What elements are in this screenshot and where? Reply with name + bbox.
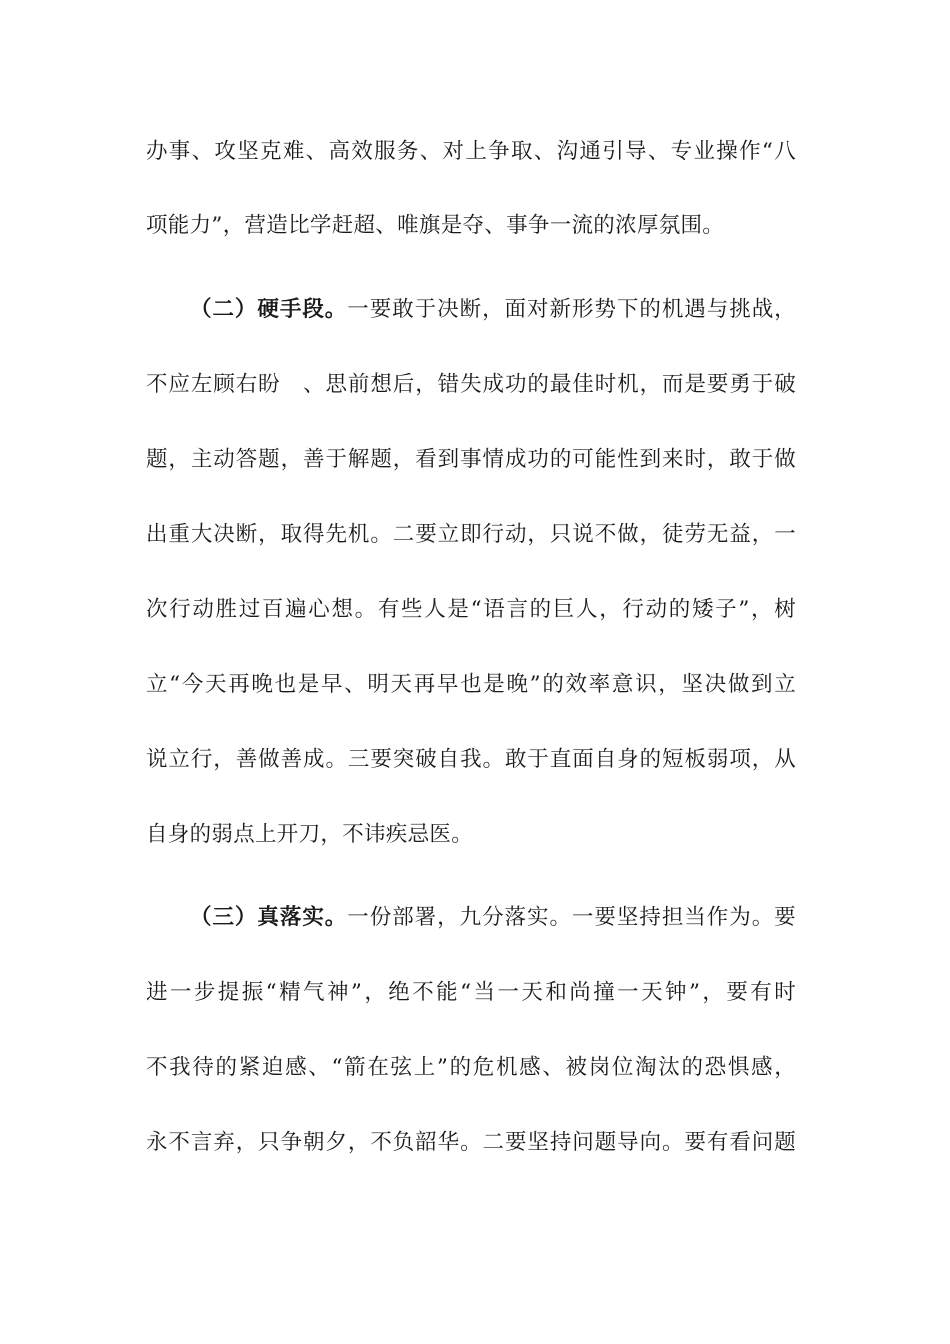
line-text: 进一步提振“精气神”，绝不能“当一天和尚撞一天钟”，要有时	[146, 980, 796, 1005]
section-heading-line	[190, 900, 796, 936]
line-text: 不应左顾右盼 、思前想后，错失成功的最佳时机，而是要勇于破	[146, 372, 796, 397]
paragraph-line	[146, 367, 796, 403]
paragraph-line	[146, 442, 796, 478]
paragraph-line	[146, 975, 796, 1011]
paragraph-line	[146, 1050, 796, 1086]
line-text: 一要敢于决断，面对新形势下的机遇与挑战，	[347, 297, 796, 322]
paragraph-line	[146, 667, 796, 703]
line-text: 立“今天再晚也是早、明天再早也是晚”的效率意识，坚决做到立	[146, 672, 796, 697]
line-text: 不我待的紧迫感、“箭在弦上”的危机感、被岗位淘汰的恐惧感，	[146, 1055, 796, 1080]
line-text: 项能力”，营造比学赶超、唯旗是夺、事争一流的浓厚氛围。	[146, 213, 725, 238]
paragraph-line	[146, 208, 796, 244]
paragraph-line	[146, 517, 796, 553]
paragraph-line	[146, 817, 796, 853]
line-text: 办事、攻坚克难、高效服务、对上争取、沟通引导、专业操作“八	[146, 139, 796, 164]
line-text: 自身的弱点上开刀，不讳疾忌医。	[146, 822, 474, 847]
line-text: 永不言弃，只争朝夕，不负韶华。二要坚持问题导向。要有看问题	[146, 1130, 796, 1155]
section-heading-line	[190, 292, 796, 328]
line-text: 一份部署，九分落实。一要坚持担当作为。要	[347, 905, 796, 930]
paragraph-line	[146, 592, 796, 628]
line-text: 题，主动答题，善于解题，看到事情成功的可能性到来时，敢于做	[146, 447, 796, 472]
line-text: 说立行，善做善成。三要突破自我。敢于直面自身的短板弱项，从	[146, 747, 796, 772]
paragraph-line	[146, 134, 796, 170]
line-text: 次行动胜过百遍心想。有些人是“语言的巨人，行动的矮子”，树	[146, 597, 796, 622]
section-heading: （三）真落实。	[190, 905, 348, 930]
paragraph-line	[146, 742, 796, 778]
section-heading: （二）硬手段。	[190, 297, 348, 322]
paragraph-line	[146, 1125, 796, 1161]
line-text: 出重大决断，取得先机。二要立即行动，只说不做，徒劳无益，一	[146, 522, 796, 547]
